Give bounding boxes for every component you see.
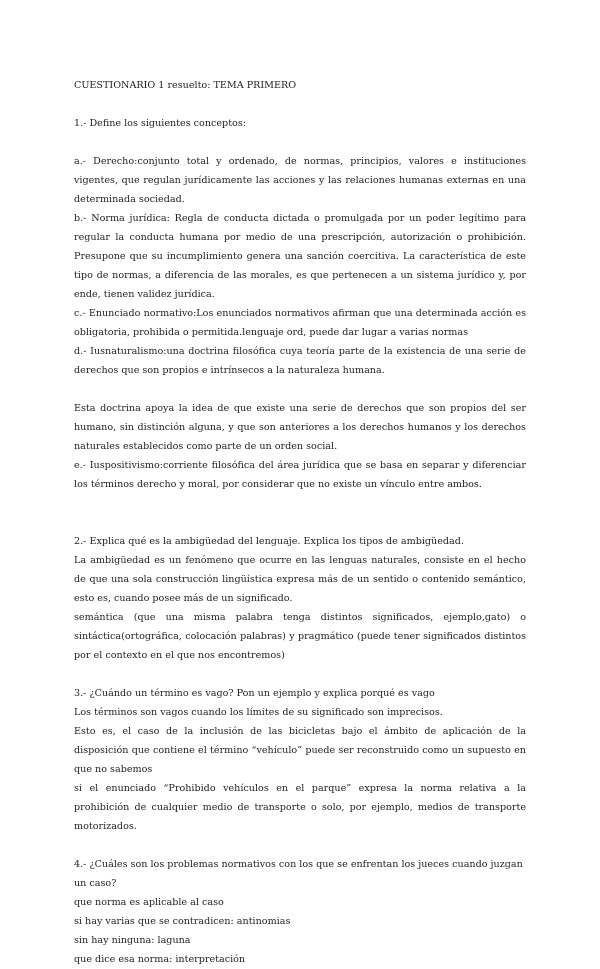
answer-4-line: que dice esa norma: interpretación [74, 954, 246, 965]
answer-3-paragraph-1: Los términos son vagos cuando los límites de su significado son imprecisos. [74, 707, 443, 718]
answer-3-paragraph-3: si el enunciado “Prohibido vehículos en el parque” expresa la norma relativa a la prohibición de cualquier medio de transporte o solo, por ejemplo, medios de transporte motorizados. [74, 783, 526, 832]
question-4-heading: 4.- ¿Cuáles son los problemas normativos con los que se enfrentan los jueces cuando juzgan un caso? [74, 859, 523, 889]
answer-1e-iuspositivismo: e.- Iuspositivismo:corriente filosófica del área jurídica que se basa en separar y diferenciar los términos derecho y moral, por considerar que no existe un vínculo entre ambos. [74, 460, 526, 490]
answer-4-line: si hay varias que se contradicen: antinomias [74, 916, 291, 927]
answer-1a-derecho: a.- Derecho:conjunto total y ordenado, de normas, principios, valores e instituciones vigentes, que regulan jurídicamente las acciones y las relaciones humanas externas en una determinada sociedad. [74, 156, 526, 205]
question-1-heading: 1.- Define los siguientes conceptos: [74, 118, 246, 129]
document-page [74, 76, 526, 969]
answer-3-paragraph-2: Esto es, el caso de la inclusión de las bicicletas bajo el ámbito de aplicación de la disposición que contiene el término “vehículo” puede ser reconstruido como un supuesto en que no sabemos [74, 726, 526, 775]
document-title: CUESTIONARIO 1 resuelto: TEMA PRIMERO [74, 80, 297, 91]
answer-4-line: sin hay ninguna: laguna [74, 935, 191, 946]
answer-2-paragraph-2: semántica (que una misma palabra tenga distintos significados, ejemplo,gato) o sintáctica(ortográfica, colocación palabras) y pragmático (puede tener significados distintos por el contexto en el que nos encontremos) [74, 612, 526, 661]
answer-1c-enunciado-normativo: c.- Enunciado normativo:Los enunciados normativos afirman que una determinada acción es obligatoria, prohibida o permitida.lenguaje ord, puede dar lugar a varias normas [74, 308, 526, 338]
answer-1b-norma-juridica: b.- Norma jurídica: Regla de conducta dictada o promulgada por un poder legítimo para regular la conducta humana por medio de una prescripción, autorización o prohibición. Presupone que su incumplimiento genera una sanción coercitiva. La característica de este tipo de normas, a diferencia de las morales, es que pertenecen a un sistema jurídico y, por ende, tienen validez jurídica. [74, 213, 526, 300]
answer-2-paragraph-1: La ambigüedad es un fenómeno que ocurre en las lenguas naturales, consiste en el hecho de que una sola construcción lingüística expresa más de un sentido o contenido semántico, esto es, cuando posee más de un significado. [74, 555, 526, 604]
answer-1d-iusnaturalismo: d.- Iusnaturalismo:una doctrina filosófica cuya teoría parte de la existencia de una serie de derechos que son propios e intrínsecos a la naturaleza humana. [74, 346, 526, 376]
answer-1d-extra-paragraph: Esta doctrina apoya la idea de que existe una serie de derechos que son propios del ser humano, sin distinción alguna, y que son anteriores a los derechos humanos y los derechos naturales establecidos como parte de un orden social. [74, 403, 526, 452]
question-2-heading: 2.- Explica qué es la ambigüedad del lenguaje. Explica los tipos de ambigüedad. [74, 536, 464, 547]
answer-4-line: que norma es aplicable al caso [74, 897, 224, 908]
question-3-heading: 3.- ¿Cuándo un término es vago? Pon un ejemplo y explica porqué es vago [74, 688, 435, 699]
